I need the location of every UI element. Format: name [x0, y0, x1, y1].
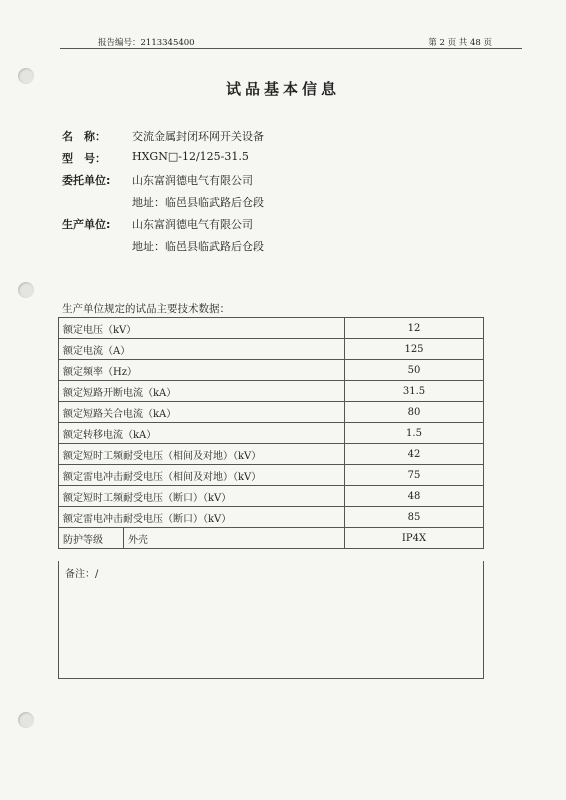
spec-value: 48: [345, 486, 484, 507]
spec-param: 额定雷电冲击耐受电压（断口）（kV）: [59, 507, 345, 528]
page-number: 第 2 页 共 48 页: [428, 38, 492, 48]
spec-param: 额定电压（kV）: [59, 318, 345, 339]
spec-param: 额定电流（A）: [59, 339, 345, 360]
table-row: [59, 339, 484, 360]
model-label: 型 号：: [62, 152, 106, 165]
spec-value: 12: [345, 318, 484, 339]
table-row: [59, 507, 484, 528]
spec-value: 80: [345, 402, 484, 423]
table-row: [59, 360, 484, 381]
client-address: 地址：临邑县临武路后仓段: [132, 196, 264, 209]
spec-value: 85: [345, 507, 484, 528]
page-title: 试品基本信息: [225, 80, 340, 98]
punch-hole: [18, 282, 34, 298]
spec-value: 42: [345, 444, 484, 465]
name-value: 交流金属封闭环网开关设备: [132, 130, 264, 143]
remarks-text: 备注：/: [65, 569, 99, 580]
table-caption: 生产单位规定的试品主要技术数据：: [62, 303, 230, 315]
table-row: [59, 486, 484, 507]
spec-value: 75: [345, 465, 484, 486]
model-value: HXGN□-12/125-31.5: [132, 150, 249, 163]
table-row: [59, 423, 484, 444]
table-row: [59, 402, 484, 423]
spec-param: 额定雷电冲击耐受电压（相间及对地）（kV）: [59, 465, 345, 486]
page-header: [60, 34, 522, 49]
spec-param: 额定转移电流（kA）: [59, 423, 345, 444]
spec-param: 额定短路开断电流（kA）: [59, 381, 345, 402]
protection-value: IP4X: [345, 528, 484, 549]
punch-hole: [18, 712, 34, 728]
spec-param: 额定短路关合电流（kA）: [59, 402, 345, 423]
client-value: 山东富润德电气有限公司: [132, 174, 253, 187]
report-number: 报告编号：2113345400: [98, 38, 195, 48]
table-row: [59, 381, 484, 402]
spec-param: 额定频率（Hz）: [59, 360, 345, 381]
protection-label: 防护等级: [59, 528, 124, 549]
client-label: 委托单位:: [62, 174, 111, 187]
spec-table: [58, 317, 484, 549]
remarks-box: [58, 561, 484, 679]
maker-label: 生产单位:: [62, 218, 111, 231]
table-row: [59, 318, 484, 339]
spec-value: 50: [345, 360, 484, 381]
spec-value: 1.5: [345, 423, 484, 444]
spec-param: 额定短时工频耐受电压（相间及对地）（kV）: [59, 444, 345, 465]
maker-address: 地址：临邑县临武路后仓段: [132, 240, 264, 253]
table-row: [59, 444, 484, 465]
table-row: [59, 465, 484, 486]
table-row: [59, 528, 484, 549]
spec-value: 125: [345, 339, 484, 360]
maker-value: 山东富润德电气有限公司: [132, 218, 253, 231]
spec-param: 额定短时工频耐受电压（断口）（kV）: [59, 486, 345, 507]
protection-sub: 外壳: [124, 528, 345, 549]
name-label: 名 称：: [62, 130, 106, 143]
spec-value: 31.5: [345, 381, 484, 402]
